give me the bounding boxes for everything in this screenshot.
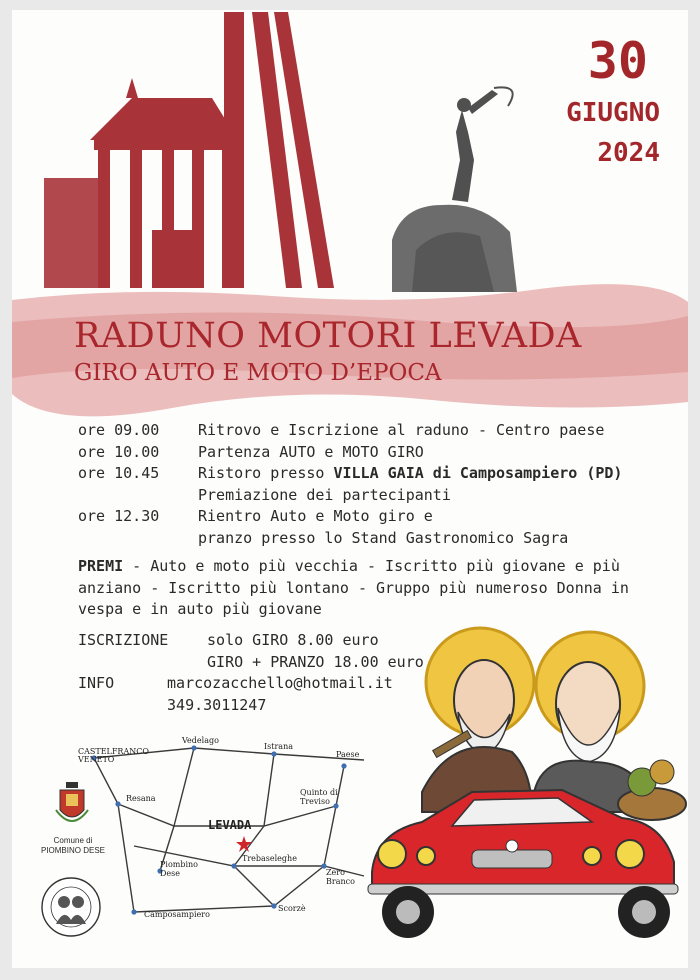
map-place: Resana xyxy=(126,794,156,803)
statue-drawing xyxy=(392,87,517,292)
schedule-desc: Premiazione dei partecipanti xyxy=(198,485,451,504)
schedule-desc-pre: Ristoro presso xyxy=(198,464,334,482)
map-place: Zero Branco xyxy=(326,868,355,886)
poster xyxy=(12,10,688,968)
schedule-time: ore 10.00 xyxy=(78,442,160,461)
event-subtitle: GIRO AUTO E MOTO D’EPOCA xyxy=(74,360,442,386)
comune-label: Comune di PIOMBINO DESE xyxy=(40,836,105,855)
header-illustration xyxy=(12,10,688,310)
info-phone[interactable]: 349.3011247 xyxy=(167,695,267,714)
map-place: Piombino Dese xyxy=(160,860,198,878)
map-place: CASTELFRANCO VENETO xyxy=(78,747,149,764)
comune-crest-icon xyxy=(52,780,92,830)
registration-line2: GIRO + PRANZO 18.00 euro xyxy=(207,652,424,671)
date-year: 2024 xyxy=(597,138,660,168)
schedule-row xyxy=(78,420,622,442)
map-place: Scorzè xyxy=(278,904,306,913)
map-place: Istrana xyxy=(264,742,293,751)
schedule-desc: Rientro Auto e Moto giro e xyxy=(198,507,433,525)
schedule-time: ore 09.00 xyxy=(78,421,160,439)
map-place: Quinto di Treviso xyxy=(300,788,338,806)
prizes-label: PREMI xyxy=(78,557,124,575)
registration-line1: solo GIRO 8.00 euro xyxy=(207,631,379,649)
map-center-label: LEVADA xyxy=(208,818,252,832)
schedule-desc: Ritrovo e Iscrizione al raduno - Centro paese xyxy=(198,421,605,439)
map-place: Paese xyxy=(336,750,360,759)
levada-star-icon xyxy=(236,836,252,852)
schedule-row xyxy=(78,485,622,507)
route-map xyxy=(74,736,374,936)
info-email[interactable]: marcozacchello@hotmail.it xyxy=(167,674,393,692)
registration-label: ISCRIZIONE xyxy=(78,631,169,649)
schedule-desc: Partenza AUTO e MOTO GIRO xyxy=(198,442,424,461)
gruppo-festeggiamenti-logo xyxy=(40,876,102,938)
schedule-row xyxy=(78,528,622,550)
monument-drawing xyxy=(44,12,334,288)
schedule-time: ore 10.45 xyxy=(78,464,160,482)
route-map-lines xyxy=(74,736,374,936)
schedule-row xyxy=(78,506,622,528)
venue-name: VILLA GAIA di Camposampiero (PD) xyxy=(333,464,623,482)
map-place: Camposampiero xyxy=(144,910,210,919)
schedule-time: ore 12.30 xyxy=(78,507,160,525)
schedule-row xyxy=(78,442,622,464)
date-day: 30 xyxy=(587,32,648,90)
saints-car-illustration xyxy=(362,622,688,962)
schedule xyxy=(78,420,622,549)
schedule-row xyxy=(78,463,622,485)
map-place: Vedelago xyxy=(182,736,219,745)
schedule-desc xyxy=(198,463,622,485)
schedule-desc: pranzo presso lo Stand Gastronomico Sagra xyxy=(198,528,569,547)
map-place: Trebaseleghe xyxy=(242,854,297,863)
date-month: GIUGNO xyxy=(566,98,660,128)
prizes-text: - Auto e moto più vecchia - Iscritto più giovane e più anziano - Iscritto più lontano - Gruppo più numeroso Donna in vespa e in auto più giovane xyxy=(78,557,629,618)
prizes xyxy=(78,556,638,621)
info-label: INFO xyxy=(78,674,115,692)
event-title: RADUNO MOTORI LEVADA xyxy=(74,316,582,356)
